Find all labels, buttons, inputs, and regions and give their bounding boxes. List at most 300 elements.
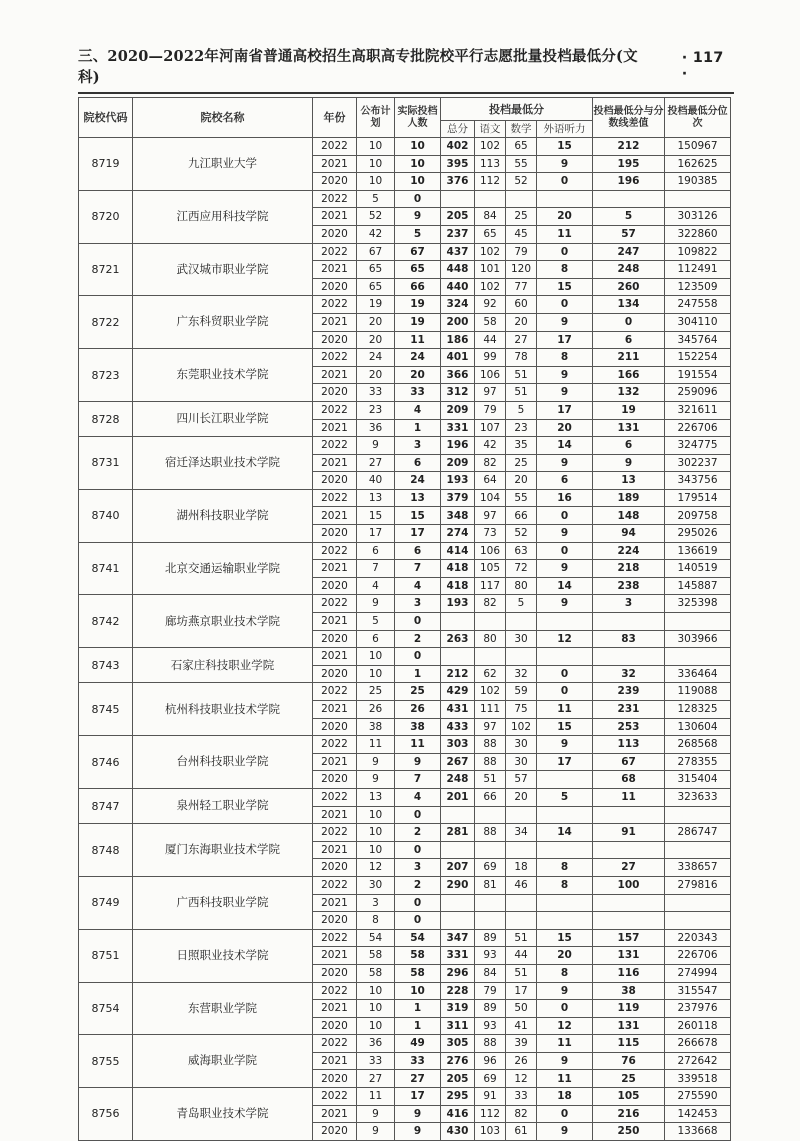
cell-foreign: 0 (537, 1105, 593, 1123)
cell-chinese (475, 613, 506, 631)
cell-rank: 140519 (665, 560, 731, 578)
cell-chinese (475, 806, 506, 824)
table-row (79, 788, 731, 806)
school-code: 8754 (79, 982, 133, 1035)
cell-plan: 10 (357, 173, 395, 191)
cell-rank: 268568 (665, 736, 731, 754)
cell-math: 79 (506, 243, 537, 261)
school-name: 台州科技职业学院 (133, 736, 313, 789)
cell-math: 102 (506, 718, 537, 736)
cell-diff: 94 (593, 525, 665, 543)
cell-total: 376 (441, 173, 475, 191)
cell-math (506, 912, 537, 930)
cell-actual: 17 (395, 525, 441, 543)
cell-rank: 190385 (665, 173, 731, 191)
cell-math: 32 (506, 665, 537, 683)
school-code: 8721 (79, 243, 133, 296)
cell-diff: 32 (593, 665, 665, 683)
header-rule (78, 92, 734, 94)
cell-rank: 295026 (665, 525, 731, 543)
cell-year: 2021 (313, 155, 357, 173)
cell-chinese: 103 (475, 1123, 506, 1141)
cell-plan: 15 (357, 507, 395, 525)
cell-plan: 26 (357, 701, 395, 719)
cell-diff: 3 (593, 595, 665, 613)
cell-year: 2022 (313, 595, 357, 613)
cell-year: 2021 (313, 560, 357, 578)
cell-math: 20 (506, 472, 537, 490)
cell-year: 2022 (313, 190, 357, 208)
cell-math: 120 (506, 261, 537, 279)
cell-math: 20 (506, 788, 537, 806)
cell-foreign: 20 (537, 947, 593, 965)
cell-math: 66 (506, 507, 537, 525)
cell-actual: 13 (395, 489, 441, 507)
cell-year: 2020 (313, 964, 357, 982)
cell-year: 2021 (313, 1000, 357, 1018)
page-header (78, 48, 734, 84)
cell-chinese: 88 (475, 736, 506, 754)
cell-foreign: 9 (537, 1123, 593, 1141)
cell-plan: 33 (357, 1052, 395, 1070)
cell-total: 331 (441, 419, 475, 437)
cell-chinese: 58 (475, 313, 506, 331)
school-code: 8755 (79, 1035, 133, 1088)
cell-math: 18 (506, 859, 537, 877)
cell-rank: 259096 (665, 384, 731, 402)
cell-plan: 20 (357, 366, 395, 384)
cell-plan: 10 (357, 155, 395, 173)
table-row (79, 595, 731, 613)
cell-plan: 13 (357, 788, 395, 806)
school-name: 广西科技职业学院 (133, 876, 313, 929)
cell-foreign: 9 (537, 982, 593, 1000)
cell-plan: 42 (357, 225, 395, 243)
cell-plan: 58 (357, 964, 395, 982)
cell-foreign: 14 (537, 824, 593, 842)
cell-diff: 238 (593, 577, 665, 595)
cell-chinese: 82 (475, 595, 506, 613)
school-code: 8751 (79, 929, 133, 982)
cell-diff: 196 (593, 173, 665, 191)
cell-total: 276 (441, 1052, 475, 1070)
cell-total: 209 (441, 401, 475, 419)
cell-foreign: 0 (537, 1000, 593, 1018)
cell-diff: 115 (593, 1035, 665, 1053)
cell-actual: 15 (395, 507, 441, 525)
cell-math: 51 (506, 964, 537, 982)
cell-year: 2022 (313, 788, 357, 806)
cell-math: 46 (506, 876, 537, 894)
cell-total: 186 (441, 331, 475, 349)
cell-actual: 25 (395, 683, 441, 701)
cell-foreign: 9 (537, 155, 593, 173)
cell-foreign (537, 190, 593, 208)
cell-chinese: 96 (475, 1052, 506, 1070)
school-name: 东莞职业技术学院 (133, 349, 313, 402)
table-row (79, 489, 731, 507)
cell-actual: 33 (395, 384, 441, 402)
cell-total: 366 (441, 366, 475, 384)
cell-math: 25 (506, 454, 537, 472)
cell-diff: 212 (593, 138, 665, 156)
cell-chinese: 88 (475, 753, 506, 771)
school-name: 北京交通运输职业学院 (133, 542, 313, 595)
cell-plan: 10 (357, 1000, 395, 1018)
cell-actual: 4 (395, 401, 441, 419)
cell-chinese: 106 (475, 366, 506, 384)
cell-year: 2022 (313, 349, 357, 367)
cell-math (506, 841, 537, 859)
cell-total: 248 (441, 771, 475, 789)
cell-actual: 19 (395, 313, 441, 331)
cell-rank: 128325 (665, 701, 731, 719)
cell-foreign: 11 (537, 1070, 593, 1088)
cell-rank: 322860 (665, 225, 731, 243)
cell-math: 51 (506, 366, 537, 384)
cell-rank: 247558 (665, 296, 731, 314)
cell-year: 2022 (313, 542, 357, 560)
cell-diff (593, 190, 665, 208)
cell-plan: 27 (357, 1070, 395, 1088)
cell-year: 2021 (313, 947, 357, 965)
page-title: 三、2020—2022年河南省普通高校招生高职高专批院校平行志愿批量投档最低分(文科) (78, 48, 638, 86)
cell-chinese: 44 (475, 331, 506, 349)
cell-foreign: 9 (537, 366, 593, 384)
cell-math: 72 (506, 560, 537, 578)
cell-diff (593, 613, 665, 631)
cell-chinese: 89 (475, 929, 506, 947)
cell-actual: 65 (395, 261, 441, 279)
cell-chinese: 93 (475, 947, 506, 965)
table-row (79, 243, 731, 261)
cell-chinese: 112 (475, 173, 506, 191)
cell-diff: 218 (593, 560, 665, 578)
cell-total: 395 (441, 155, 475, 173)
cell-math: 35 (506, 437, 537, 455)
cell-actual: 5 (395, 225, 441, 243)
cell-math (506, 806, 537, 824)
cell-chinese: 69 (475, 859, 506, 877)
cell-plan: 54 (357, 929, 395, 947)
cell-year: 2020 (313, 525, 357, 543)
cell-diff: 131 (593, 947, 665, 965)
cell-rank: 266678 (665, 1035, 731, 1053)
cell-foreign (537, 648, 593, 666)
cell-total: 237 (441, 225, 475, 243)
cell-total: 433 (441, 718, 475, 736)
cell-chinese: 99 (475, 349, 506, 367)
cell-rank: 278355 (665, 753, 731, 771)
cell-foreign: 18 (537, 1088, 593, 1106)
cell-plan: 9 (357, 753, 395, 771)
cell-plan: 9 (357, 1123, 395, 1141)
cell-foreign: 0 (537, 542, 593, 560)
page-number: · 117 · (681, 50, 724, 82)
cell-math: 57 (506, 771, 537, 789)
cell-total: 200 (441, 313, 475, 331)
cell-rank: 226706 (665, 419, 731, 437)
cell-total: 448 (441, 261, 475, 279)
cell-diff (593, 841, 665, 859)
cell-year: 2021 (313, 1052, 357, 1070)
cell-math: 63 (506, 542, 537, 560)
cell-year: 2021 (313, 1105, 357, 1123)
cell-chinese: 88 (475, 1035, 506, 1053)
cell-total: 193 (441, 472, 475, 490)
cell-chinese: 97 (475, 384, 506, 402)
cell-total: 228 (441, 982, 475, 1000)
cell-actual: 24 (395, 472, 441, 490)
cell-year: 2020 (313, 1070, 357, 1088)
cell-total: 431 (441, 701, 475, 719)
cell-total: 324 (441, 296, 475, 314)
cell-rank: 321611 (665, 401, 731, 419)
cell-chinese: 107 (475, 419, 506, 437)
cell-actual: 10 (395, 173, 441, 191)
cell-math: 61 (506, 1123, 537, 1141)
cell-year: 2021 (313, 507, 357, 525)
cell-chinese: 92 (475, 296, 506, 314)
cell-math: 51 (506, 929, 537, 947)
cell-chinese: 101 (475, 261, 506, 279)
cell-foreign: 14 (537, 577, 593, 595)
cell-rank (665, 894, 731, 912)
cell-chinese: 73 (475, 525, 506, 543)
cell-actual: 58 (395, 947, 441, 965)
cell-chinese: 82 (475, 454, 506, 472)
school-code: 8719 (79, 138, 133, 191)
cell-plan: 6 (357, 542, 395, 560)
cell-diff: 67 (593, 753, 665, 771)
cell-actual: 3 (395, 859, 441, 877)
cell-year: 2020 (313, 331, 357, 349)
cell-math: 59 (506, 683, 537, 701)
cell-foreign: 9 (537, 736, 593, 754)
cell-plan: 10 (357, 841, 395, 859)
cell-plan: 9 (357, 595, 395, 613)
cell-math: 52 (506, 173, 537, 191)
table-row (79, 929, 731, 947)
cell-foreign: 5 (537, 788, 593, 806)
table-row (79, 401, 731, 419)
cell-diff: 11 (593, 788, 665, 806)
cell-foreign: 15 (537, 138, 593, 156)
cell-foreign: 11 (537, 225, 593, 243)
cell-actual: 33 (395, 1052, 441, 1070)
cell-math: 77 (506, 278, 537, 296)
school-name: 东营职业学院 (133, 982, 313, 1035)
cell-rank: 130604 (665, 718, 731, 736)
cell-rank: 315404 (665, 771, 731, 789)
cell-total: 311 (441, 1017, 475, 1035)
cell-diff: 231 (593, 701, 665, 719)
cell-total: 193 (441, 595, 475, 613)
cell-chinese: 80 (475, 630, 506, 648)
school-code: 8749 (79, 876, 133, 929)
cell-diff: 91 (593, 824, 665, 842)
cell-total: 207 (441, 859, 475, 877)
cell-math: 78 (506, 349, 537, 367)
cell-actual: 10 (395, 138, 441, 156)
cell-math: 55 (506, 489, 537, 507)
cell-diff: 83 (593, 630, 665, 648)
cell-foreign: 0 (537, 243, 593, 261)
cell-year: 2021 (313, 313, 357, 331)
cell-chinese: 104 (475, 489, 506, 507)
cell-actual: 9 (395, 1105, 441, 1123)
cell-actual: 26 (395, 701, 441, 719)
cell-chinese: 62 (475, 665, 506, 683)
cell-total: 201 (441, 788, 475, 806)
cell-plan: 9 (357, 437, 395, 455)
cell-foreign (537, 841, 593, 859)
cell-math: 33 (506, 1088, 537, 1106)
cell-total: 212 (441, 665, 475, 683)
cell-math: 23 (506, 419, 537, 437)
school-name: 广东科贸职业学院 (133, 296, 313, 349)
cell-rank: 220343 (665, 929, 731, 947)
cell-year: 2020 (313, 630, 357, 648)
cell-diff: 13 (593, 472, 665, 490)
cell-actual: 0 (395, 841, 441, 859)
cell-foreign: 12 (537, 630, 593, 648)
cell-diff: 25 (593, 1070, 665, 1088)
cell-plan: 3 (357, 894, 395, 912)
cell-math: 30 (506, 753, 537, 771)
cell-year: 2020 (313, 278, 357, 296)
cell-foreign (537, 894, 593, 912)
school-code: 8747 (79, 788, 133, 823)
cell-rank (665, 648, 731, 666)
cell-rank: 119088 (665, 683, 731, 701)
cell-rank: 112491 (665, 261, 731, 279)
cell-math: 5 (506, 595, 537, 613)
cell-total: 418 (441, 577, 475, 595)
cell-diff: 260 (593, 278, 665, 296)
cell-year: 2022 (313, 243, 357, 261)
cell-actual: 17 (395, 1088, 441, 1106)
school-name: 武汉城市职业学院 (133, 243, 313, 296)
cell-diff: 19 (593, 401, 665, 419)
cell-foreign: 12 (537, 1017, 593, 1035)
cell-rank: 237976 (665, 1000, 731, 1018)
cell-actual: 3 (395, 437, 441, 455)
cell-math (506, 613, 537, 631)
cell-plan: 19 (357, 296, 395, 314)
cell-actual: 10 (395, 982, 441, 1000)
school-code: 8720 (79, 190, 133, 243)
cell-year: 2020 (313, 225, 357, 243)
cell-total: 348 (441, 507, 475, 525)
cell-math: 45 (506, 225, 537, 243)
cell-year: 2021 (313, 841, 357, 859)
cell-rank: 323633 (665, 788, 731, 806)
cell-foreign: 8 (537, 349, 593, 367)
cell-math (506, 648, 537, 666)
cell-actual: 6 (395, 454, 441, 472)
cell-year: 2022 (313, 929, 357, 947)
cell-year: 2020 (313, 1017, 357, 1035)
cell-actual: 0 (395, 613, 441, 631)
cell-chinese: 102 (475, 138, 506, 156)
cell-diff: 224 (593, 542, 665, 560)
cell-plan: 24 (357, 349, 395, 367)
cell-rank: 338657 (665, 859, 731, 877)
cell-chinese: 89 (475, 1000, 506, 1018)
cell-diff: 6 (593, 331, 665, 349)
cell-year: 2020 (313, 384, 357, 402)
cell-plan: 5 (357, 613, 395, 631)
cell-foreign: 8 (537, 261, 593, 279)
cell-math: 34 (506, 824, 537, 842)
cell-year: 2021 (313, 806, 357, 824)
cell-diff: 6 (593, 437, 665, 455)
school-code: 8748 (79, 824, 133, 877)
cell-rank: 133668 (665, 1123, 731, 1141)
cell-plan: 52 (357, 208, 395, 226)
cell-rank: 304110 (665, 313, 731, 331)
cell-chinese: 102 (475, 278, 506, 296)
cell-year: 2021 (313, 701, 357, 719)
cell-year: 2020 (313, 912, 357, 930)
cell-diff: 0 (593, 313, 665, 331)
cell-actual: 27 (395, 1070, 441, 1088)
cell-math: 50 (506, 1000, 537, 1018)
cell-year: 2021 (313, 613, 357, 631)
cell-math: 25 (506, 208, 537, 226)
cell-plan: 58 (357, 947, 395, 965)
cell-plan: 6 (357, 630, 395, 648)
cell-foreign: 6 (537, 472, 593, 490)
cell-year: 2020 (313, 718, 357, 736)
cell-total: 430 (441, 1123, 475, 1141)
cell-plan: 36 (357, 1035, 395, 1053)
cell-diff: 27 (593, 859, 665, 877)
cell-year: 2020 (313, 771, 357, 789)
cell-year: 2022 (313, 489, 357, 507)
cell-chinese: 91 (475, 1088, 506, 1106)
cell-actual: 9 (395, 753, 441, 771)
cell-foreign: 0 (537, 296, 593, 314)
cell-plan: 17 (357, 525, 395, 543)
cell-chinese: 88 (475, 824, 506, 842)
table-row (79, 138, 731, 156)
school-code: 8742 (79, 595, 133, 648)
cell-diff: 250 (593, 1123, 665, 1141)
cell-diff: 189 (593, 489, 665, 507)
cell-math: 12 (506, 1070, 537, 1088)
cell-actual: 2 (395, 824, 441, 842)
cell-plan: 65 (357, 278, 395, 296)
cell-year: 2021 (313, 419, 357, 437)
cell-year: 2020 (313, 577, 357, 595)
cell-total: 196 (441, 437, 475, 455)
cell-rank: 191554 (665, 366, 731, 384)
cell-total: 205 (441, 208, 475, 226)
cell-year: 2021 (313, 648, 357, 666)
admission-table (78, 97, 731, 1141)
cell-rank: 109822 (665, 243, 731, 261)
cell-foreign: 20 (537, 208, 593, 226)
cell-diff: 119 (593, 1000, 665, 1018)
cell-chinese: 113 (475, 155, 506, 173)
school-code: 8723 (79, 349, 133, 402)
cell-plan: 30 (357, 876, 395, 894)
cell-diff: 211 (593, 349, 665, 367)
col-total-header: 总分 (441, 121, 475, 138)
cell-foreign: 20 (537, 419, 593, 437)
